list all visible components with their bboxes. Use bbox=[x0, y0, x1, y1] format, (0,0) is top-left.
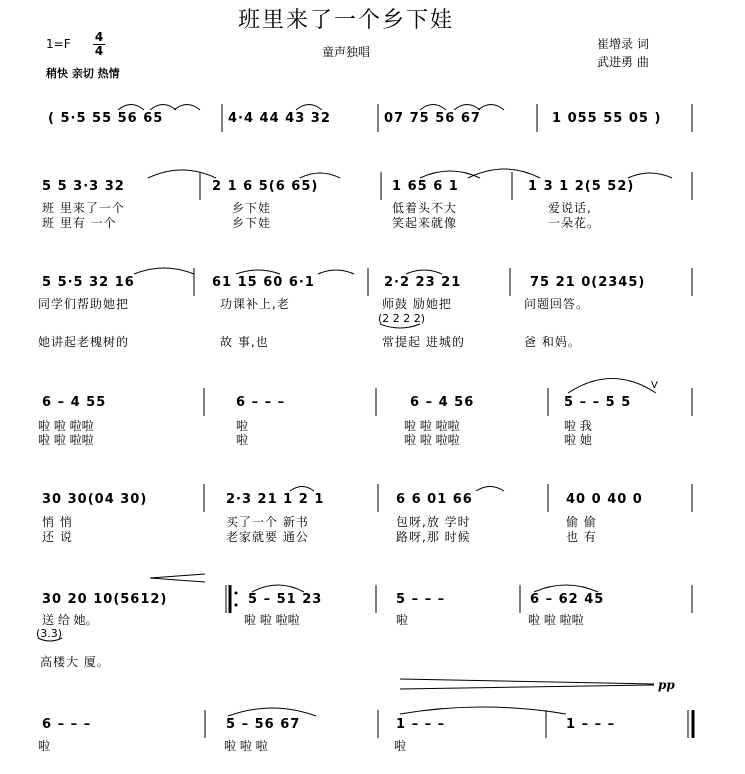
slur bbox=[150, 105, 176, 111]
line1-measure1: ( 5·5 55 56 65 bbox=[48, 111, 164, 126]
line4-lyric2-b: 啦 bbox=[236, 433, 249, 447]
line4-measure3: 6 – 4 56 bbox=[410, 395, 475, 410]
line5-lyric1-b: 买了一个 新书 bbox=[226, 515, 309, 529]
line2-lyric1-a: 班 里来了一个 bbox=[42, 201, 125, 215]
line4-measure2: 6 – – – bbox=[236, 395, 286, 410]
line7-lyric1-a: 啦 bbox=[38, 739, 51, 753]
repeat-dot bbox=[235, 604, 238, 607]
line3-measure3: 2·2 23 21 bbox=[384, 275, 462, 290]
diminuendo-line bbox=[400, 679, 654, 684]
line2-measure1: 5 5 3·3 32 bbox=[42, 179, 125, 194]
slur bbox=[236, 270, 280, 274]
line5-lyric2-b: 老家就要 通公 bbox=[226, 530, 309, 544]
line6-alt-notes: (3.3) bbox=[36, 627, 63, 640]
line7-measure2: 5 – 56 67 bbox=[226, 717, 301, 732]
repeat-dot bbox=[235, 592, 238, 595]
line3-lyric2-c: 常提起 进城的 bbox=[382, 335, 465, 349]
line5-measure4: 40 0 40 0 bbox=[566, 492, 643, 507]
slur bbox=[478, 105, 504, 111]
line7-lyric1-b: 啦 啦 啦 bbox=[224, 739, 268, 753]
crescendo-line bbox=[150, 578, 205, 582]
slur bbox=[252, 585, 304, 592]
line5-lyric1-d: 偷 偷 bbox=[566, 515, 597, 529]
line7-measure3: 1 – – – bbox=[396, 717, 446, 732]
line2-measure4: 1 3 1 2(5 52) bbox=[528, 179, 635, 194]
line4-lyric1-a: 啦 啦 啦啦 bbox=[38, 419, 94, 433]
line5-measure1: 30 30(04 30) bbox=[42, 492, 148, 507]
line1-measure4: 1 055 55 05 ) bbox=[552, 111, 662, 126]
slur bbox=[568, 379, 656, 394]
line7-measure4: 1 – – – bbox=[566, 717, 616, 732]
song-title: 班里来了一个乡下娃 bbox=[238, 8, 455, 33]
crescendo-line bbox=[150, 574, 205, 578]
line2-measure3: 1 65 6 1 bbox=[392, 179, 459, 194]
line5-measure3: 6 6 01 66 bbox=[396, 492, 473, 507]
line4-measure4: 5 – – 5 5 bbox=[564, 395, 632, 410]
line3-lyric1-d: 问题回答。 bbox=[524, 297, 590, 311]
line6-lyric1-d: 啦 啦 啦啦 bbox=[528, 613, 584, 627]
slur bbox=[318, 270, 354, 274]
line3-lyric1-c: 师鼓 励她把 bbox=[382, 297, 452, 311]
line6-lyric1-a: 送 给 她。 bbox=[42, 613, 98, 627]
line2-lyric1-d: 爱说话, bbox=[548, 201, 592, 215]
composer-credit: 武进勇 曲 bbox=[597, 55, 649, 69]
slur bbox=[296, 105, 322, 111]
lyricist-credit: 崔增录 词 bbox=[597, 37, 649, 51]
slur bbox=[628, 173, 672, 178]
line7-measure1: 6 – – – bbox=[42, 717, 92, 732]
line4-lyric2-d: 啦 她 bbox=[564, 433, 592, 447]
time-signature-top: 4 bbox=[94, 30, 104, 44]
tie bbox=[400, 707, 566, 714]
line5-lyric2-a: 还 说 bbox=[42, 530, 73, 544]
line2-lyric1-b: 乡下娃 bbox=[232, 201, 272, 215]
slur bbox=[300, 173, 340, 178]
line3-alt-notes: (2 2 2 2) bbox=[378, 312, 426, 325]
line4-lyric2-c: 啦 啦 啦啦 bbox=[404, 433, 460, 447]
line6-lyric2-a: 高楼大 厦。 bbox=[40, 655, 110, 669]
line2-lyric1-c: 低着头不大 bbox=[392, 201, 458, 215]
key-signature: 1=F bbox=[46, 37, 71, 51]
slur bbox=[134, 268, 194, 274]
dynamic-marking: pp bbox=[658, 678, 675, 692]
accent-mark: V bbox=[651, 380, 658, 391]
slur bbox=[174, 105, 200, 111]
tempo-marking: 稍快 亲切 热情 bbox=[46, 67, 120, 80]
line6-measure1: 30 20 10(5612) bbox=[42, 592, 168, 607]
line4-lyric1-d: 啦 我 bbox=[564, 419, 592, 433]
slur bbox=[228, 708, 316, 716]
line3-lyric2-d: 爸 和妈。 bbox=[524, 335, 581, 349]
line3-lyric2-b: 故 事,也 bbox=[220, 335, 269, 349]
line6-lyric1-b: 啦 啦 啦啦 bbox=[244, 613, 300, 627]
line6-measure3: 5 – – – bbox=[396, 592, 446, 607]
line4-lyric1-c: 啦 啦 啦啦 bbox=[404, 419, 460, 433]
slur bbox=[534, 585, 598, 592]
line3-lyric1-a: 同学们帮助她把 bbox=[38, 297, 130, 311]
slur bbox=[468, 169, 540, 178]
line5-measure2: 2·3 21 1 2 1 bbox=[226, 492, 325, 507]
line6-measure4: 6 – 62 45 bbox=[530, 592, 605, 607]
line4-lyric2-a: 啦 啦 啦啦 bbox=[38, 433, 94, 447]
line2-lyric2-a: 班 里有 一个 bbox=[42, 216, 117, 230]
line5-lyric1-c: 包呀,放 学时 bbox=[396, 515, 471, 529]
line2-measure2: 2 1 6 5(6 65) bbox=[212, 179, 319, 194]
slur bbox=[454, 105, 480, 111]
line2-lyric2-c: 笑起来就像 bbox=[392, 216, 458, 230]
line3-measure1: 5 5·5 32 16 bbox=[42, 275, 135, 290]
slur bbox=[290, 487, 314, 492]
time-signature-bottom: 4 bbox=[94, 44, 104, 58]
line3-lyric2-a: 她讲起老槐树的 bbox=[38, 335, 130, 349]
line4-lyric1-b: 啦 bbox=[236, 419, 249, 433]
line1-measure3: 07 75 56 67 bbox=[384, 111, 481, 126]
line6-measure2: 5 – 51 23 bbox=[248, 592, 323, 607]
line3-measure4: 75 21 0(2345) bbox=[530, 275, 646, 290]
line6-lyric1-c: 啦 bbox=[396, 613, 409, 627]
line5-lyric2-c: 路呀,那 时候 bbox=[396, 530, 471, 544]
line4-measure1: 6 – 4 55 bbox=[42, 395, 107, 410]
performance-type: 童声独唱 bbox=[322, 45, 371, 59]
slur bbox=[476, 487, 504, 492]
diminuendo-line bbox=[400, 685, 654, 689]
slur bbox=[420, 105, 446, 111]
slur bbox=[148, 170, 216, 178]
line3-lyric1-b: 功课补上,老 bbox=[220, 297, 290, 311]
line5-lyric2-d: 也 有 bbox=[566, 530, 597, 544]
slur bbox=[118, 105, 144, 111]
line2-lyric2-b: 乡下娃 bbox=[232, 216, 272, 230]
slur bbox=[406, 270, 442, 274]
line7-lyric1-c: 啦 bbox=[394, 739, 407, 753]
line2-lyric2-d: 一朵花。 bbox=[548, 216, 601, 230]
line1-measure2: 4·4 44 43 32 bbox=[228, 111, 331, 126]
line3-measure2: 61 15 60 6·1 bbox=[212, 275, 315, 290]
line5-lyric1-a: 悄 悄 bbox=[42, 515, 73, 529]
